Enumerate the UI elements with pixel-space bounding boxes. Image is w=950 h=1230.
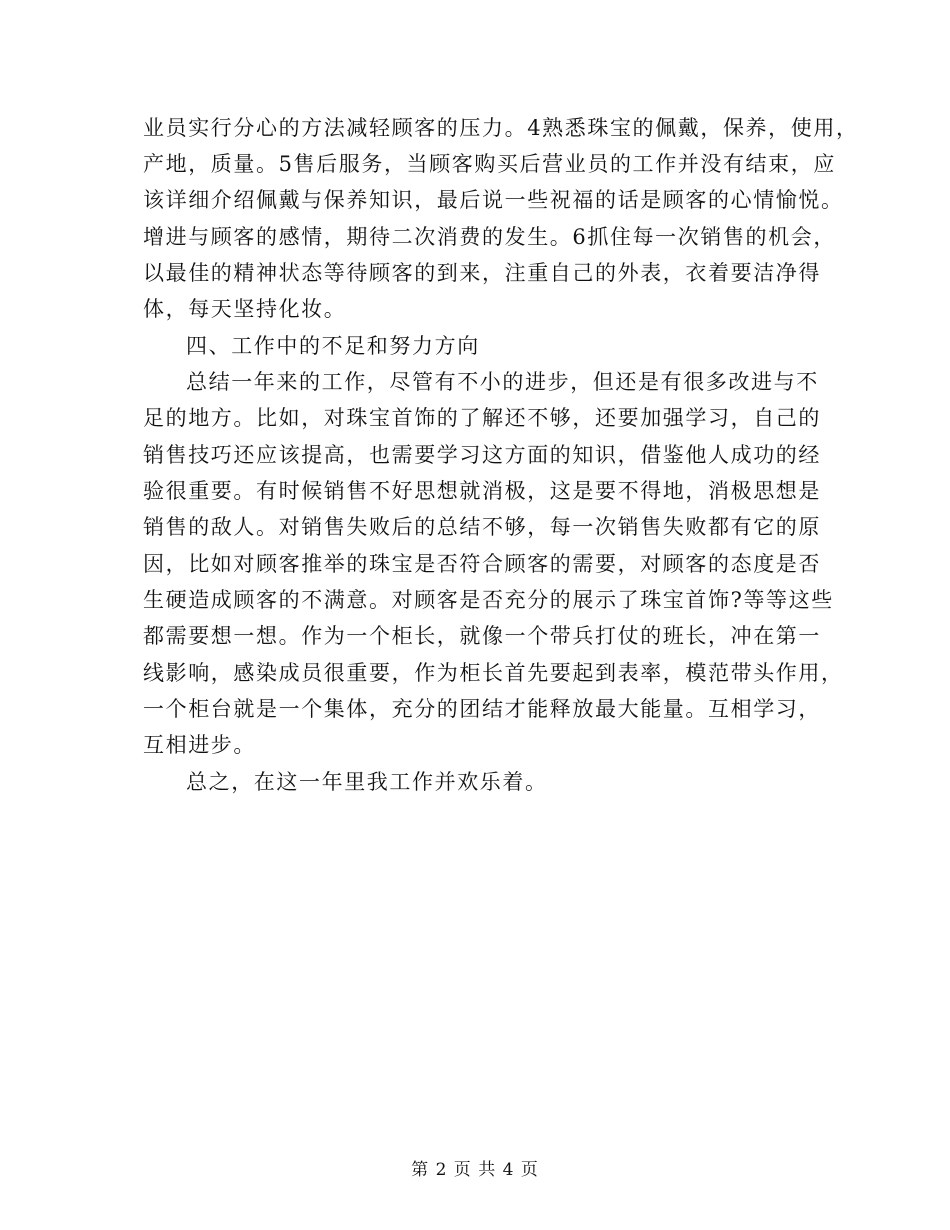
- body-text-line: 该详细介绍佩戴与保养知识，最后说一些祝福的话是顾客的心情愉悦。: [143, 188, 844, 212]
- body-text-line: 销售的敌人。对销售失败后的总结不够，每一次销售失败都有它的原: [143, 515, 821, 539]
- body-text-line: 一个柜台就是一个集体，充分的团结才能释放最大能量。互相学习，: [143, 697, 821, 721]
- body-text-line: 增进与顾客的感情，期待二次消费的发生。6抓住每一次销售的机会，: [143, 225, 836, 249]
- body-text-line: 以最佳的精神状态等待顾客的到来，注重自己的外表，衣着要洁净得: [143, 261, 821, 285]
- body-text-line: 体，每天坚持化妆。: [143, 297, 347, 321]
- body-text-line: 都需要想一想。作为一个柜长，就像一个带兵打仗的班长，冲在第一: [143, 624, 821, 648]
- body-text-line: 业员实行分心的方法减轻顾客的压力。4熟悉珠宝的佩戴，保养，使用，: [143, 116, 859, 140]
- body-text-line: 线影响，感染成员很重要，作为柜长首先要起到表率，模范带头作用，: [143, 661, 844, 685]
- body-text-line: 验很重要。有时候销售不好思想就消极，这是要不得地，消极思想是: [143, 479, 821, 503]
- body-text-line: 总结一年来的工作，尽管有不小的进步，但还是有很多改进与不: [186, 370, 819, 394]
- body-text-line: 销售技巧还应该提高，也需要学习这方面的知识，借鉴他人成功的经: [143, 443, 821, 467]
- body-text-line: 足的地方。比如，对珠宝首饰的了解还不够，还要加强学习，自己的: [143, 406, 821, 430]
- page-number-footer: 第 2 页 共 4 页: [411, 1160, 539, 1180]
- closing-text-line: 总之，在这一年里我工作并欢乐着。: [186, 770, 548, 794]
- body-text-line: 互相进步。: [143, 733, 256, 757]
- body-text-line: 因，比如对顾客推举的珠宝是否符合顾客的需要，对顾客的态度是否: [143, 552, 821, 576]
- body-text-line: 产地，质量。5售后服务，当顾客购买后营业员的工作并没有结束，应: [143, 152, 836, 176]
- section-heading: 四、工作中的不足和努力方向: [186, 334, 480, 358]
- body-text-line: 生硬造成顾客的不满意。对顾客是否充分的展示了珠宝首饰?等等这些: [143, 588, 834, 612]
